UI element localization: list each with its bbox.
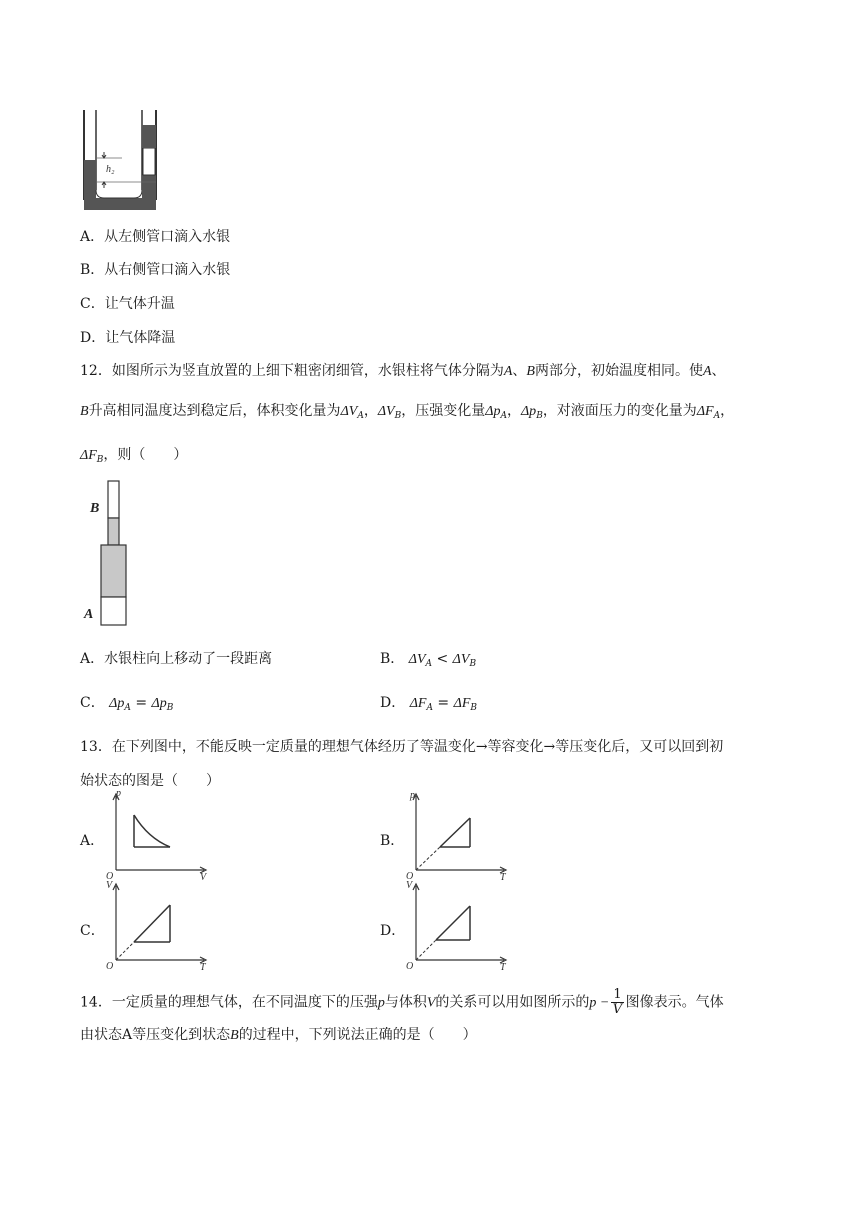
q13-graph-c xyxy=(104,880,214,970)
svg-text:O: O xyxy=(406,871,414,880)
q12-option-a: A．水银柱向上移动了一段距离 xyxy=(80,651,273,667)
q11-option-c: C．让气体升温 xyxy=(80,296,175,312)
svg-text:h₂: h₂ xyxy=(106,164,115,175)
q13-graph-b xyxy=(404,790,514,880)
q12-stem-line1: 12．如图所示为竖直放置的上细下粗密闭细管，水银柱将气体分隔为A、B两部分，初始温度相同。使A、 xyxy=(80,363,726,379)
q11-option-b: B．从右侧管口滴入水银 xyxy=(80,262,231,278)
q13-option-b-label: B． xyxy=(380,833,405,849)
svg-text:V: V xyxy=(200,872,207,880)
svg-text:T: T xyxy=(500,962,506,970)
svg-text:p: p xyxy=(410,790,415,801)
svg-text:O: O xyxy=(406,961,414,970)
q11-option-d: D．让气体降温 xyxy=(80,330,176,346)
svg-text:B: B xyxy=(90,501,100,516)
q13-stem-line2: 始状态的图是（ ） xyxy=(80,773,220,789)
u-tube-figure xyxy=(80,110,170,215)
closed-tube-figure xyxy=(80,478,150,628)
q13-stem-line1: 13．在下列图中，不能反映一定质量的理想气体经历了等温变化→等容变化→等压变化后，又可以回到初 xyxy=(80,739,724,755)
q12-option-b: B． $\Delta V_A < \Delta V_B$ xyxy=(380,651,477,669)
q12-stem-line3: $\Delta F_B$，则（ ） xyxy=(80,447,188,465)
svg-text:A: A xyxy=(84,607,94,622)
q13-graph-a xyxy=(104,790,214,880)
q13-option-d-label: D． xyxy=(380,923,406,939)
one-over-v-fraction: $\frac{1}{V}$ xyxy=(612,987,623,1017)
svg-text:V: V xyxy=(106,880,113,891)
q12-option-c: C． $\Delta p_A = \Delta p_B$ xyxy=(80,695,174,713)
q13-option-a-label: A． xyxy=(80,833,105,849)
q13-option-c-label: C． xyxy=(80,923,105,939)
svg-text:O: O xyxy=(106,961,114,970)
q12-option-d: D． $\Delta F_A = \Delta F_B$ xyxy=(380,695,478,713)
q14-stem-line2: 由状态A等压变化到状态B的过程中，下列说法正确的是（ ） xyxy=(80,1027,477,1043)
svg-text:T: T xyxy=(500,872,506,880)
q14-stem-line1: 14．一定质量的理想气体，在不同温度下的压强p与体积V的关系可以用如图所示的p − $\frac{1}{V}$ 图像表示。气体 xyxy=(80,987,724,1017)
q11-option-a: A．从左侧管口滴入水银 xyxy=(80,229,231,245)
q12-stem-line2: B升高相同温度达到稳定后，体积变化量为$\Delta V_A$，$\Delta V_B$，压强变化量$\Delta p_A$，$\Delta p_B$，对液面压力的变化量为$\Delta F_A$， xyxy=(80,403,735,421)
q13-graph-d xyxy=(404,880,514,970)
u-tube-diagram xyxy=(80,110,170,215)
closed-tube-diagram xyxy=(80,478,150,628)
svg-text:p: p xyxy=(116,790,121,799)
svg-text:O: O xyxy=(106,871,114,880)
svg-text:T: T xyxy=(200,962,206,970)
svg-text:V: V xyxy=(406,880,413,891)
